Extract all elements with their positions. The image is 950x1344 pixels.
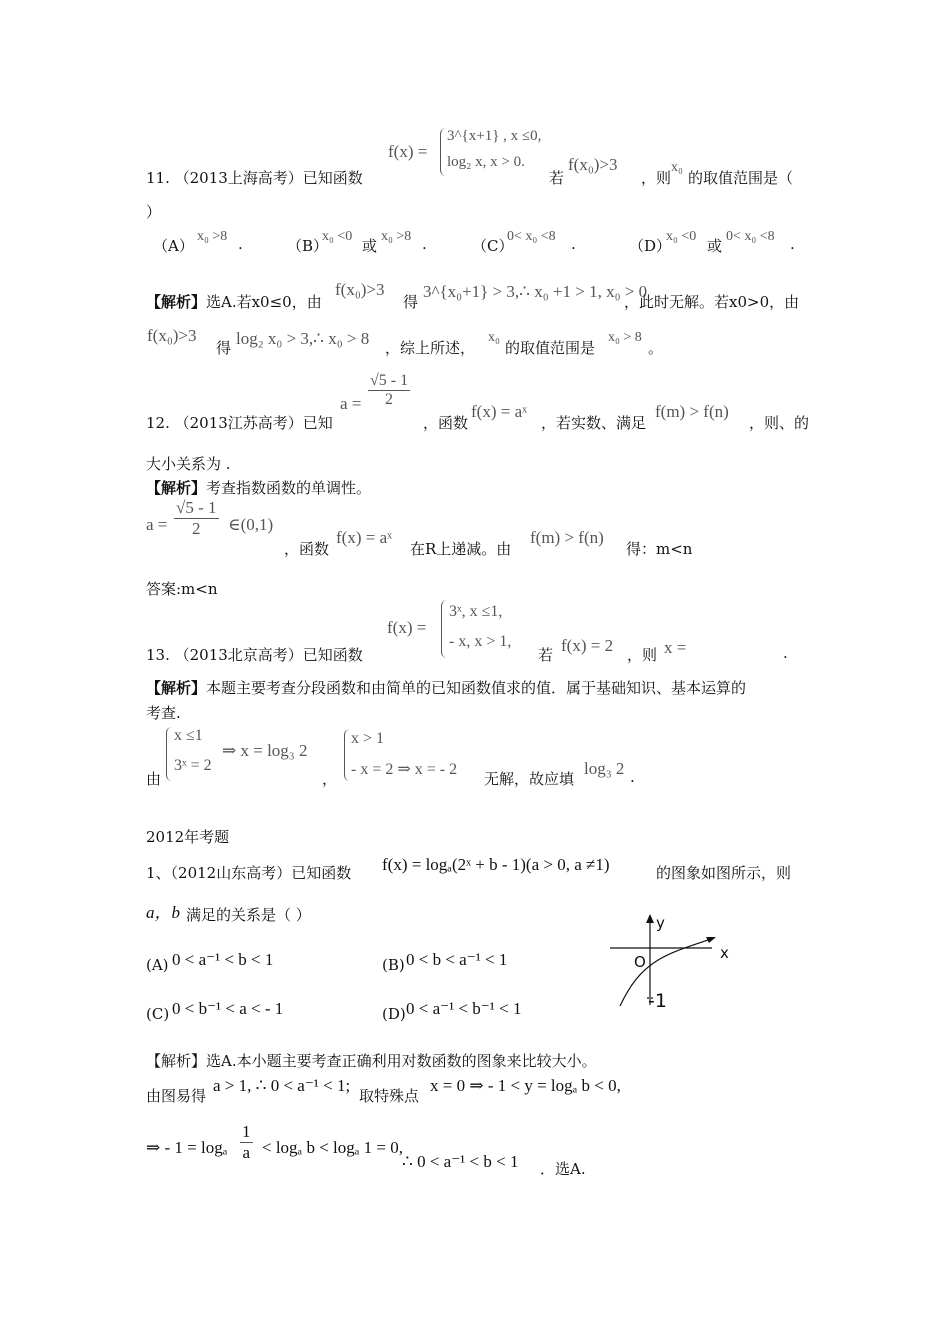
q11-solution-line1-b: 得 [403,293,419,311]
q12-stem: 12. （2013江苏高考）已知 [146,414,333,432]
q1-graph-minus1-label: -1 [648,990,667,1012]
q13-solution-end: 无解，故应填 [484,770,575,788]
q13-piece-row2: - x, x > 1, [449,633,512,650]
section-2012-title: 2012年考题 [146,828,230,846]
q1-solution-expr1: a > 1, ∴ 0 < a⁻¹ < 1; [213,1076,351,1095]
q1-solution-denominator: a [242,1143,251,1162]
q1-stem: 1、（2012山东高考）已知函数 [146,864,352,882]
q13-system2-row2: - x = 2 ⇒ x = - 2 [351,761,458,778]
q12-answer: 答案:m<n [146,580,218,598]
q1-option-b: 0 < b < a⁻¹ < 1 [406,950,508,969]
q13-answer-blank: x = [664,638,687,657]
q11-solution-line2-end: 。 [648,339,664,357]
q13-solution-tag: 【解析】 [146,679,207,697]
q11-option-c-label: （C） [472,237,514,255]
q11-option-c: 0< x₀ <8 [507,229,556,244]
q11-stem-close: ） [146,203,162,221]
q11-stem-end: 的取值范围是（ [688,169,794,187]
q11-var: x₀ [671,160,683,175]
q11-solution-line2-a: 得 [216,339,232,357]
q11-cond-post: ，则 [641,169,672,187]
q1-graph-origin-label: O [634,953,646,971]
q1-option-d: 0 < a⁻¹ < b⁻¹ < 1 [406,999,522,1018]
q12-solution-tag: 【解析】 [146,479,207,497]
q11-option-b1: x₀ <0 [322,229,353,244]
q11-solution-line1-c: ，此时无解。若x0>0，由 [624,293,800,311]
q13-solution-text: 本题主要考查分段函数和由简单的已知函数值求的值．属于基础知识、基本运算的 [206,679,747,697]
q11-cond-expr: f(x₀)>3 [568,155,618,174]
q1-graph [600,910,750,1020]
q1-solution-tag: 【解析】 [146,1052,207,1070]
q1-graph-curve-arrow [706,937,716,943]
q11-option-b-label: （B） [287,237,329,255]
q11-solution-expr5: x₀ > 8 [608,330,642,345]
q12-a-denominator: 2 [385,391,394,408]
q1-option-d-label: (D) [382,1005,406,1023]
q1-stem-c: 满足的关系是（ ） [186,906,311,924]
q13-stem-end: . [783,644,788,662]
q11-solution-expr3: f(x₀)>3 [147,326,197,345]
q12-a-fraction [368,372,410,409]
q11-solution-expr2: 3^{x₀+1} > 3,∴ x₀ +1 > 1, x₀ > 0 [423,282,648,301]
q1-fx: f(x) = logₐ(2ˣ + b - 1)(a > 0, a ≠1) [382,855,610,874]
q11-option-a: x₀ >8 [197,229,228,244]
q11-solution-expr4: log₂ x₀ > 3,∴ x₀ > 8 [236,329,370,348]
q11-piece-fx: f(x) = [388,142,428,161]
q12-solution-line-c: 得：m<n [626,540,693,558]
q12-cond: f(m) > f(n) [655,402,729,421]
q1-solution-expr3: ⇒ - 1 = logₐ [146,1138,228,1157]
q1-solution-fraction [240,1122,253,1163]
q13-piece-fx: f(x) = [387,618,427,637]
q13-piece-row1: 3ˣ, x ≤1, [449,603,503,620]
q1-graph-x-label: x [720,944,729,962]
q1-option-b-label: (B) [382,956,405,974]
q13-system1-row1: x ≤1 [174,727,203,744]
q11-option-b-end: . [422,235,427,253]
q13-cond: f(x) = 2 [561,636,614,655]
q11-solution-line2-b: ，综上所述， [385,339,476,357]
q12-stem-line2: 大小关系为 . [146,455,231,473]
q12-solution-numerator: √5 - 1 [176,498,217,517]
q12-solution-cond: f(m) > f(n) [530,528,604,547]
q11-solution-var: x₀ [488,330,500,345]
q1-solution-expr2: x = 0 ⇒ - 1 < y = logₐ b < 0, [430,1076,621,1095]
q1-option-c: 0 < b⁻¹ < a < - 1 [172,999,284,1018]
q11-option-d-end: . [790,235,795,253]
q11-option-d2: 0< x₀ <8 [726,229,775,244]
q11-option-d-or: 或 [707,237,723,255]
q11-option-a-label: （A） [153,237,194,255]
q12-solution-line-b: 在R上递减。由 [410,540,512,558]
q1-option-a: 0 < a⁻¹ < b < 1 [172,950,274,969]
q13-stem: 13. （2013北京高考）已知函数 [146,646,363,664]
q11-piece-row2: log₂ x, x > 0. [447,154,525,170]
q1-solution-line2-a: 由图易得 [146,1087,207,1105]
q1-graph-y-arrow [646,914,654,923]
q1-solution-numerator: 1 [242,1122,251,1141]
q13-solution-fill: log₃ 2 [584,759,625,778]
q11-solution-line2-c: 的取值范围是 [505,339,596,357]
q1-stem-b: 的图象如图所示，则 [656,864,792,882]
q13-cond-post: ，则 [627,646,658,664]
q12-fx: f(x) = aˣ [471,402,528,421]
q13-system1-row2: 3ˣ = 2 [174,757,212,774]
q11-option-b-or: 或 [362,237,378,255]
q12-solution-lhs: a = [146,515,168,534]
q11-cond-pre: 若 [549,169,565,187]
q12-solution-text: 考查指数函数的单调性。 [206,479,372,497]
q1-solution-end: ．选A. [540,1160,586,1178]
q1-solution-text: 选A.本小题主要考查正确利用对数函数的图象来比较大小。 [206,1052,597,1070]
q11-option-d-label: （D） [629,237,672,255]
q11-option-b2: x₀ >8 [381,229,412,244]
q13-solution-text2: 考查. [146,704,181,722]
q11-solution-expr1: f(x₀)>3 [335,280,385,299]
q1-ab: a，b [146,903,180,922]
q11-solution-line1-a: 选A.若x0≤0，由 [206,293,322,311]
q12-solution-interval: ∈(0,1) [228,515,274,534]
q13-system1-brace [166,727,174,781]
q11-piece-row1: 3^{x+1} , x ≤0, [447,128,542,144]
q13-cond-pre: 若 [538,646,554,664]
q1-option-c-label: (C) [146,1005,170,1023]
q1-option-a-label: (A) [146,956,169,974]
q1-solution-line2-b: 取特殊点 [359,1087,420,1105]
q1-graph-y-label: y [656,914,665,932]
q12-solution-denominator: 2 [192,519,201,538]
q11-solution-tag: 【解析】 [146,293,207,311]
q12-a-numerator: √5 - 1 [370,372,409,389]
q13-system1-result: ⇒ x = log₃ 2 [222,741,308,760]
q12-a-lhs: a = [340,394,362,413]
q11-stem: 11. （2013上海高考）已知函数 [146,169,363,187]
q12-solution-line-a: ，函数 [284,540,330,558]
q12-stem-d: ，则、的 [749,414,810,432]
q1-solution-expr4: < logₐ b < logₐ 1 = 0, [262,1138,404,1157]
q12-stem-b: ，函数 [423,414,469,432]
q13-comma: ， [322,770,338,788]
q11-option-c-end: . [571,235,576,253]
q12-stem-c: ，若实数、满足 [541,414,647,432]
q13-solution-by: 由 [146,770,162,788]
q13-solution-dot: . [630,768,635,786]
q12-solution-fx: f(x) = aˣ [336,528,393,547]
q1-solution-expr5: ∴ 0 < a⁻¹ < b < 1 [402,1152,519,1171]
q11-option-d1: x₀ <0 [666,229,697,244]
q11-option-a-end: . [238,235,243,253]
q13-system2-row1: x > 1 [351,730,385,747]
q12-solution-fraction [174,498,219,539]
